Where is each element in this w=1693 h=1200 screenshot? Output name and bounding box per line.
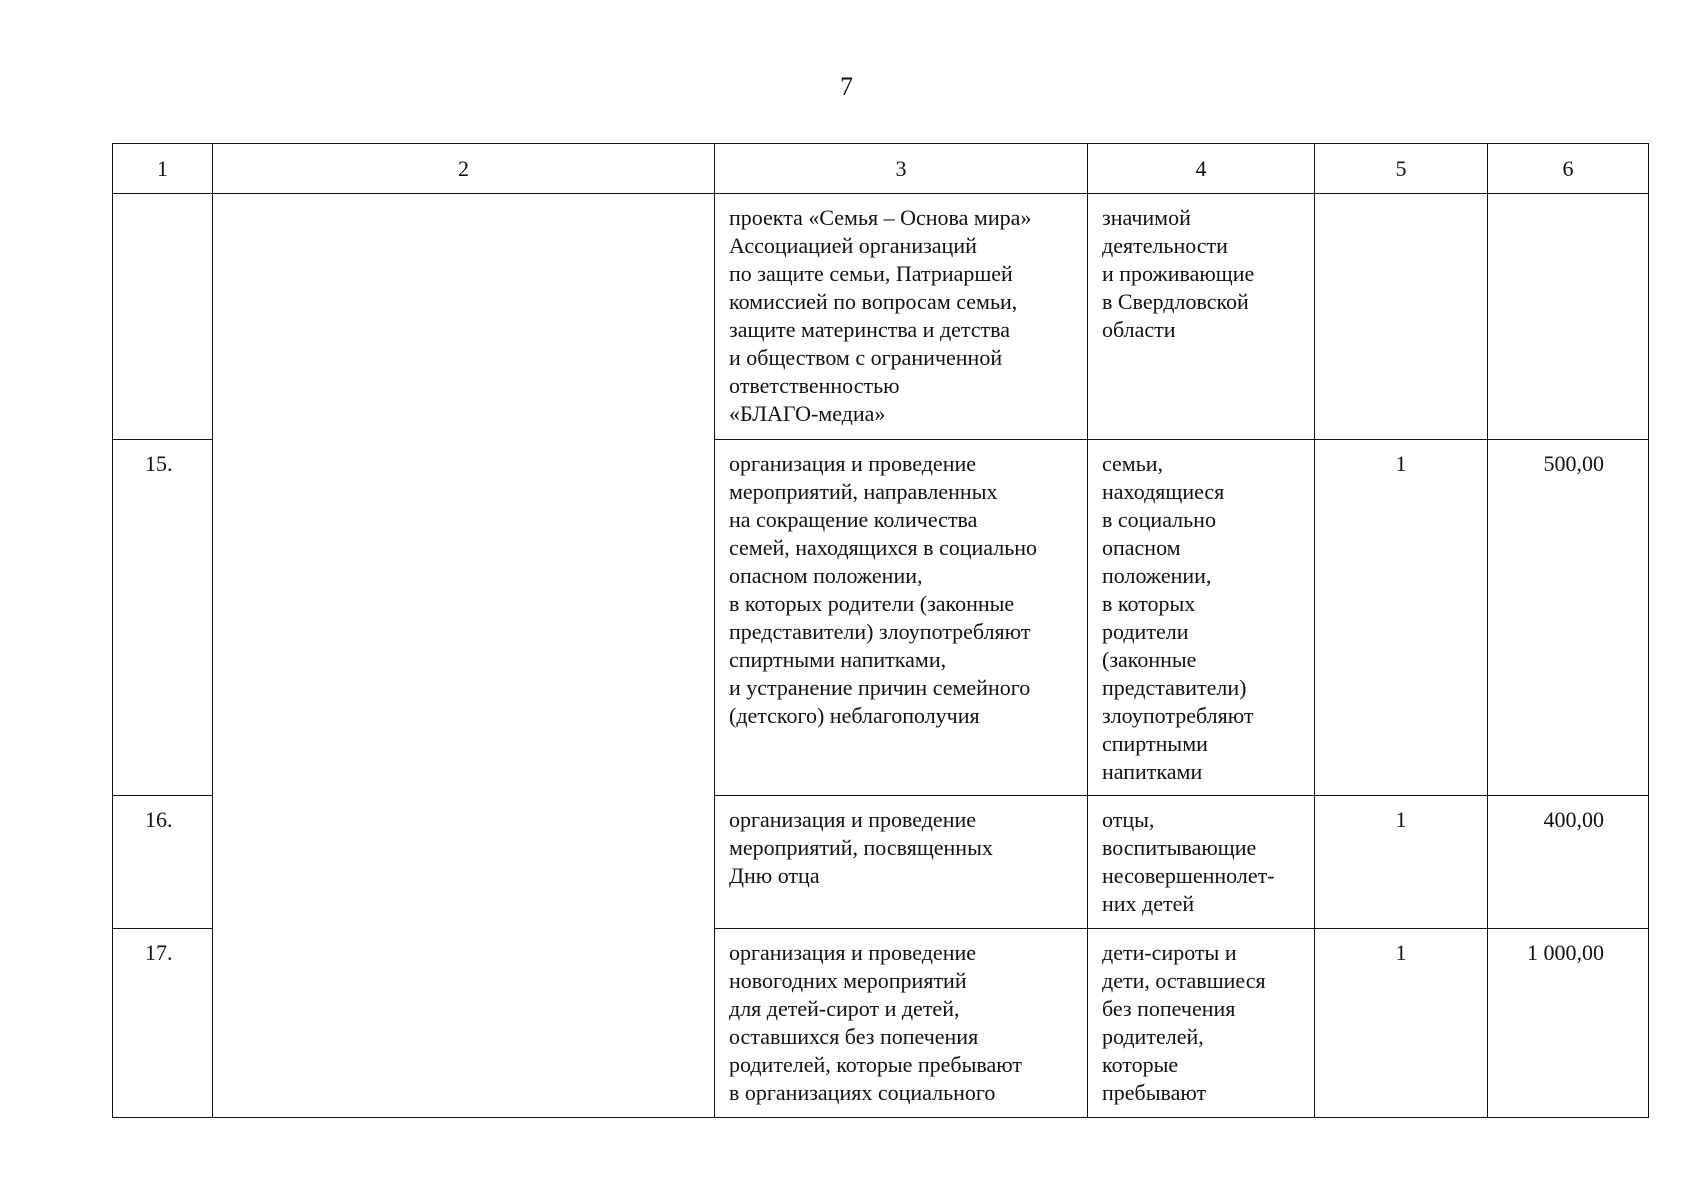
amount-cell: 500,00: [1488, 440, 1649, 796]
amount-cell: 400,00: [1488, 796, 1649, 929]
participants-cell: семьи, находящиеся в социально опасном положении, в которых родители (законные представители) злоупотребляют спиртными напитками: [1088, 440, 1315, 796]
row-number-cell: 15.: [113, 440, 213, 796]
column-header-2: 2: [213, 144, 715, 194]
column-header-5: 5: [1315, 144, 1488, 194]
amount-cell: 1 000,00: [1488, 929, 1649, 1118]
table-header-row: [113, 144, 1649, 194]
row-number-cell: 16.: [113, 796, 213, 929]
event-description-cell: проекта «Семья – Основа мира» Ассоциацией организаций по защите семьи, Патриаршей комиссией по вопросам семьи, защите материнства и детства и обществом с ограниченной ответственностью «БЛАГО-медиа»: [715, 194, 1088, 440]
column-header-6: 6: [1488, 144, 1649, 194]
page-number: 7: [840, 72, 853, 101]
quantity-cell: 1: [1315, 796, 1488, 929]
row-number-cell: [113, 194, 213, 440]
column-header-1: 1: [113, 144, 213, 194]
participants-cell: дети-сироты и дети, оставшиеся без попечения родителей, которые пребывают: [1088, 929, 1315, 1118]
participants-cell: отцы, воспитывающие несовершеннолет- них детей: [1088, 796, 1315, 929]
column-header-4: 4: [1088, 144, 1315, 194]
merged-column-2-cell: [213, 194, 715, 1118]
row-number-cell: 17.: [113, 929, 213, 1118]
quantity-cell: [1315, 194, 1488, 440]
quantity-cell: 1: [1315, 440, 1488, 796]
event-description-cell: организация и проведение новогодних мероприятий для детей-сирот и детей, оставшихся без попечения родителей, которые пребывают в организациях социального: [715, 929, 1088, 1118]
column-header-3: 3: [715, 144, 1088, 194]
amount-cell: [1488, 194, 1649, 440]
table-row: [113, 194, 1649, 440]
participants-cell: значимой деятельности и проживающие в Свердловской области: [1088, 194, 1315, 440]
event-description-cell: организация и проведение мероприятий, посвященных Дню отца: [715, 796, 1088, 929]
event-description-cell: организация и проведение мероприятий, направленных на сокращение количества семей, находящихся в социально опасном положении, в которых родители (законные представители) злоупотребляют спиртными напитками, и устранение причин семейного (детского) неблагополучия: [715, 440, 1088, 796]
quantity-cell: 1: [1315, 929, 1488, 1118]
document-table: [112, 143, 1649, 1118]
